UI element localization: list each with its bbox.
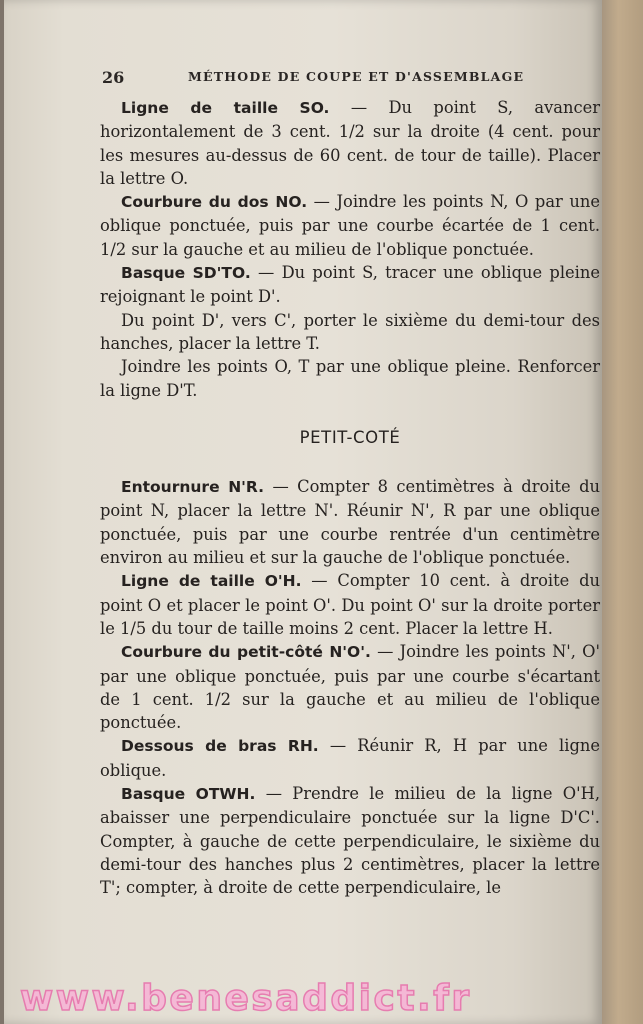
page-edge [602,0,643,1024]
paragraph-text: — Compter 8 centimètres à droite du point N, placer la lettre N'. Réunir N', R par une oblique ponctuée, puis par une courbe rentrée d'un centimètre environ au milieu et sur la gauche de l'oblique ponctuée. [100,477,600,568]
paragraph-text: — Joindre les points N', O' par une oblique ponctuée, puis par une courbe s'écartant de 1 cent. 1/2 sur la gauche et au milieu de l'oblique ponctuée. [100,642,600,733]
paragraph-text: — Joindre les points N, O par une oblique ponctuée, puis par une courbe écartée de 1 cent. 1/2 sur la gauche et au milieu de l'oblique ponctuée. [100,192,600,259]
section-title: PETIT-COTÉ [299,427,401,447]
paragraph-term: Ligne de taille O'H. [121,572,302,591]
book-page [4,0,602,1024]
paragraph-text: — Prendre le milieu de la ligne O'H, abaisser une perpendiculaire ponctuée sur la ligne D'C'. Compter, à gauche de cette perpendiculaire, le sixième du demi-tour des hanches plus 2 centimètres, placer la lettre T'; compter, à droite de cette perpendiculaire, le [100,784,600,898]
page-number: 26 [102,68,125,87]
paragraph-term: Basque SD'TO. [121,264,251,283]
watermark: www.benesaddict.fr [20,978,472,1019]
running-title: MÉTHODE DE COUPE ET D'ASSEMBLAGE [188,69,525,84]
paragraph-text: — Compter 10 cent. à droite du point O et placer le point O'. Du point O' sur la droite porter le 1/5 du tour de taille moins 2 cent. Placer la lettre H. [100,571,600,638]
paragraph-text: Du point D', vers C', porter le sixième du demi-tour des hanches, placer la lettre T. [100,310,600,353]
paragraph [100,782,600,899]
paragraph-term: Dessous de bras RH. [121,737,319,756]
paragraph [100,261,600,309]
paragraph [100,309,600,356]
paragraph-term: Basque OTWH. [121,785,256,804]
paragraph [100,96,600,190]
paragraph-term: Entournure N'R. [121,478,265,497]
paragraph-text: — Réunir R, H par une ligne oblique. [100,736,600,780]
paragraph [100,475,600,569]
paragraph-term: Ligne de taille SO. [121,99,330,117]
paragraph [100,640,600,734]
page-body [100,96,600,900]
paragraph-term: Courbure du petit-côté N'O'. [121,643,371,662]
paragraph-text: — Du point S, tracer une oblique pleine rejoignant le point D'. [100,263,600,307]
paragraph [100,190,600,261]
paragraph-text: — Du point S, avancer horizontalement de 3 cent. 1/2 sur la droite (4 cent. pour les mesures au-dessus de 60 cent. de tour de taille). Placer la lettre O. [100,98,600,188]
paragraph-term: Courbure du dos NO. [121,193,308,212]
page-header [102,64,602,90]
paragraph-text: Joindre les points O, T par une oblique pleine. Renforcer la ligne D'T. [100,357,600,400]
paragraph [100,734,600,782]
paragraph [100,569,600,640]
paragraph [100,355,600,402]
